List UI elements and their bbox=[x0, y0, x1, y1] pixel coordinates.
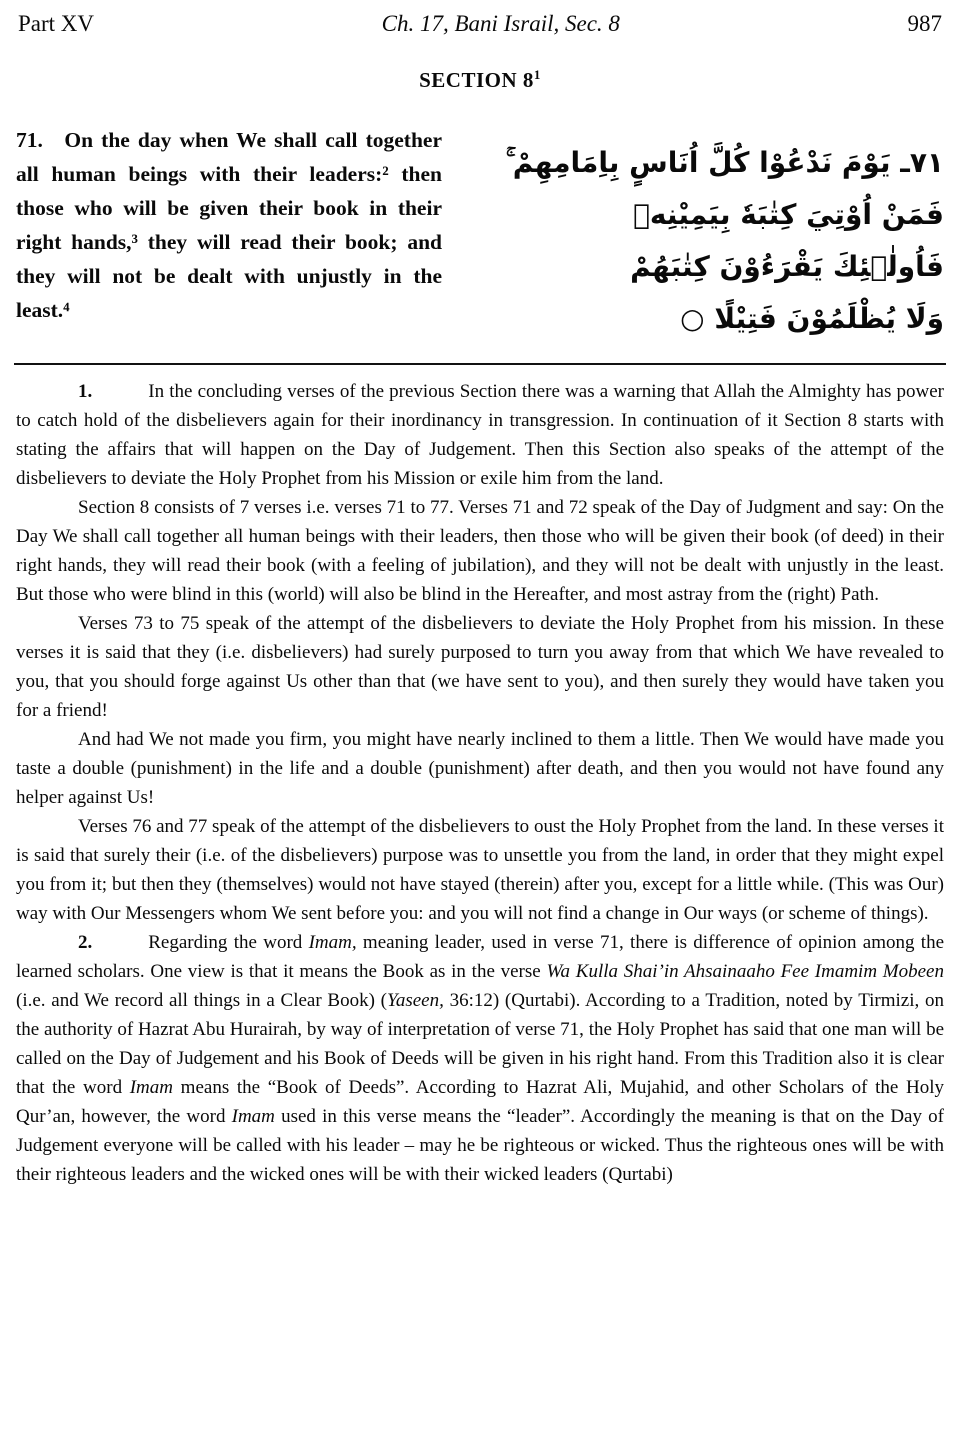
verse-block bbox=[14, 123, 946, 345]
footnote-divider bbox=[14, 363, 946, 365]
footnote-text-segment: meaning leader, used in verse 71, there is difference of opinion among the learned scholars. One view is that it means the Book as in the verse bbox=[16, 932, 945, 982]
footnote-text-segment: Yaseen, bbox=[387, 990, 444, 1011]
footnotes bbox=[14, 377, 946, 1189]
arabic-verse-line: فَمَنْ اُوْتِيَ كِتٰبَهٗ بِيَمِيْنِهٖ bbox=[633, 198, 944, 231]
arabic-verse bbox=[470, 123, 944, 345]
section-heading-text: SECTION 8 bbox=[419, 68, 534, 92]
footnote-text-segment: used in this verse means the “leader”. Accordingly the meaning is that on the Day of Judgement everyone will be called with his leader – may he be righteous or wicked. Thus the righteous ones will be with their righteous leaders and the wicked ones will be with their wicked leaders (Qurtabi) bbox=[16, 1106, 944, 1185]
footnote-number: 2. bbox=[78, 932, 93, 953]
footnote-paragraph bbox=[16, 725, 944, 812]
footnote-text-segment: means the “Book of Deeds”. According to Hazrat Ali, Mujahid, and other Scholars of the Holy Qur’an, however, the word bbox=[16, 1077, 944, 1127]
footnote-text-segment: Verses 76 and 77 speak of the attempt of the disbelievers to oust the Holy Prophet from the land. In these verses it is said that surely their (i.e. of the disbelievers) purpose was to unsettle you from the land, in order that they might expel you from it; but then they (themselves) would not have stayed (therein) after you, except for a little while. (This was Our) way with Our Messengers whom We sent before you: and you will not find a change in Our ways (or scheme of things). bbox=[16, 816, 944, 924]
footnote-text-segment: Wa Kulla Shai’in Ahsainaaho Fee Imamim Mobeen bbox=[546, 961, 944, 982]
footnote-paragraph-numbered bbox=[16, 377, 944, 493]
arabic-verse-line: وَلَا يُظْلَمُوْنَ فَتِيْلًا ○ bbox=[680, 302, 944, 335]
arabic-verse-line: ٧١ـ يَوْمَ نَدْعُوْا كُلَّ اُنَاسٍ بِاِمَامِهِمْ ۚ bbox=[505, 146, 944, 179]
verse-translation: 71. On the day when We shall call together all human beings with their leaders:² then those who will be given their book in their right hands,³ they will read their book; and they will not be dealt with unjustly in the least.⁴ bbox=[16, 128, 442, 322]
footnote-paragraph-numbered bbox=[16, 928, 944, 1189]
footnote-paragraph bbox=[16, 493, 944, 609]
footnote-text-segment: Verses 73 to 75 speak of the attempt of the disbelievers to deviate the Holy Prophet from his mission. In these verses it is said that they (i.e. disbelievers) had surely purposed to turn you away from that which We have revealed to you, that you should forge against Us other than that (we have sent to you), and then surely they would have taken you for a friend! bbox=[16, 613, 944, 721]
footnote-text-segment: In the concluding verses of the previous Section there was a warning that Allah the Almighty has power to catch hold of the disbelievers again for their inordinancy in transgression. In continuation of it Section 8 starts with stating the affairs that will happen on the Day of Judgement. Then this Section also speaks of the attempt of the disbelievers to deviate the Holy Prophet from his Mission or exile him from the land. bbox=[16, 381, 944, 489]
footnote-number: 1. bbox=[78, 381, 93, 402]
header-chapter-title: Ch. 17, Bani Israil, Sec. 8 bbox=[381, 11, 620, 36]
arabic-verse-line: فَاُولٰٖئِكَ يَقْرَءُوْنَ كِتٰبَهُمْ bbox=[630, 250, 944, 283]
footnote-paragraph bbox=[16, 609, 944, 725]
header-page-number: 987 bbox=[907, 11, 942, 36]
footnote-text-segment: Section 8 consists of 7 verses i.e. verses 71 to 77. Verses 71 and 72 speak of the Day of Judgment and say: On the Day We shall call together all human beings with their leaders, then those who will be given their book (of deed) in their right hands, they will read their book (with a feeling of jubilation), and they will not be dealt with unjustly in the least. But those who were blind in this (world) will also be blind in the Hereafter, and most astray from the (right) Path. bbox=[16, 497, 944, 605]
footnote-text-segment: Imam bbox=[231, 1106, 275, 1127]
footnote-paragraph bbox=[16, 812, 944, 928]
footnote-text-segment: Imam, bbox=[308, 932, 357, 953]
running-header bbox=[14, 8, 946, 38]
footnote-text-segment: Imam bbox=[129, 1077, 174, 1098]
footnote-text-segment: And had We not made you firm, you might have nearly inclined to them a little. Then We would have made you taste a double (punishment) in the life and a double (punishment) after death, and then you would not have found any helper against Us! bbox=[16, 729, 944, 808]
section-heading bbox=[14, 68, 946, 93]
footnote-text-segment: (i.e. and We record all things in a Clear Book) ( bbox=[16, 990, 387, 1011]
section-heading-footnote-ref: 1 bbox=[533, 67, 541, 82]
footnote-text-segment: Regarding the word bbox=[148, 932, 309, 953]
footnote-text-segment: 36:12) (Qurtabi). According to a Tradition, noted by Tirmizi, on the authority of Hazrat Abu Hurairah, by way of interpretation of verse 71, the Holy Prophet has said that one man will be called on the Day of Judgement and his Book of Deeds will be given in his right hand. From this Tradition also it is clear that the word bbox=[16, 990, 944, 1098]
header-part-label: Part XV bbox=[18, 11, 95, 36]
